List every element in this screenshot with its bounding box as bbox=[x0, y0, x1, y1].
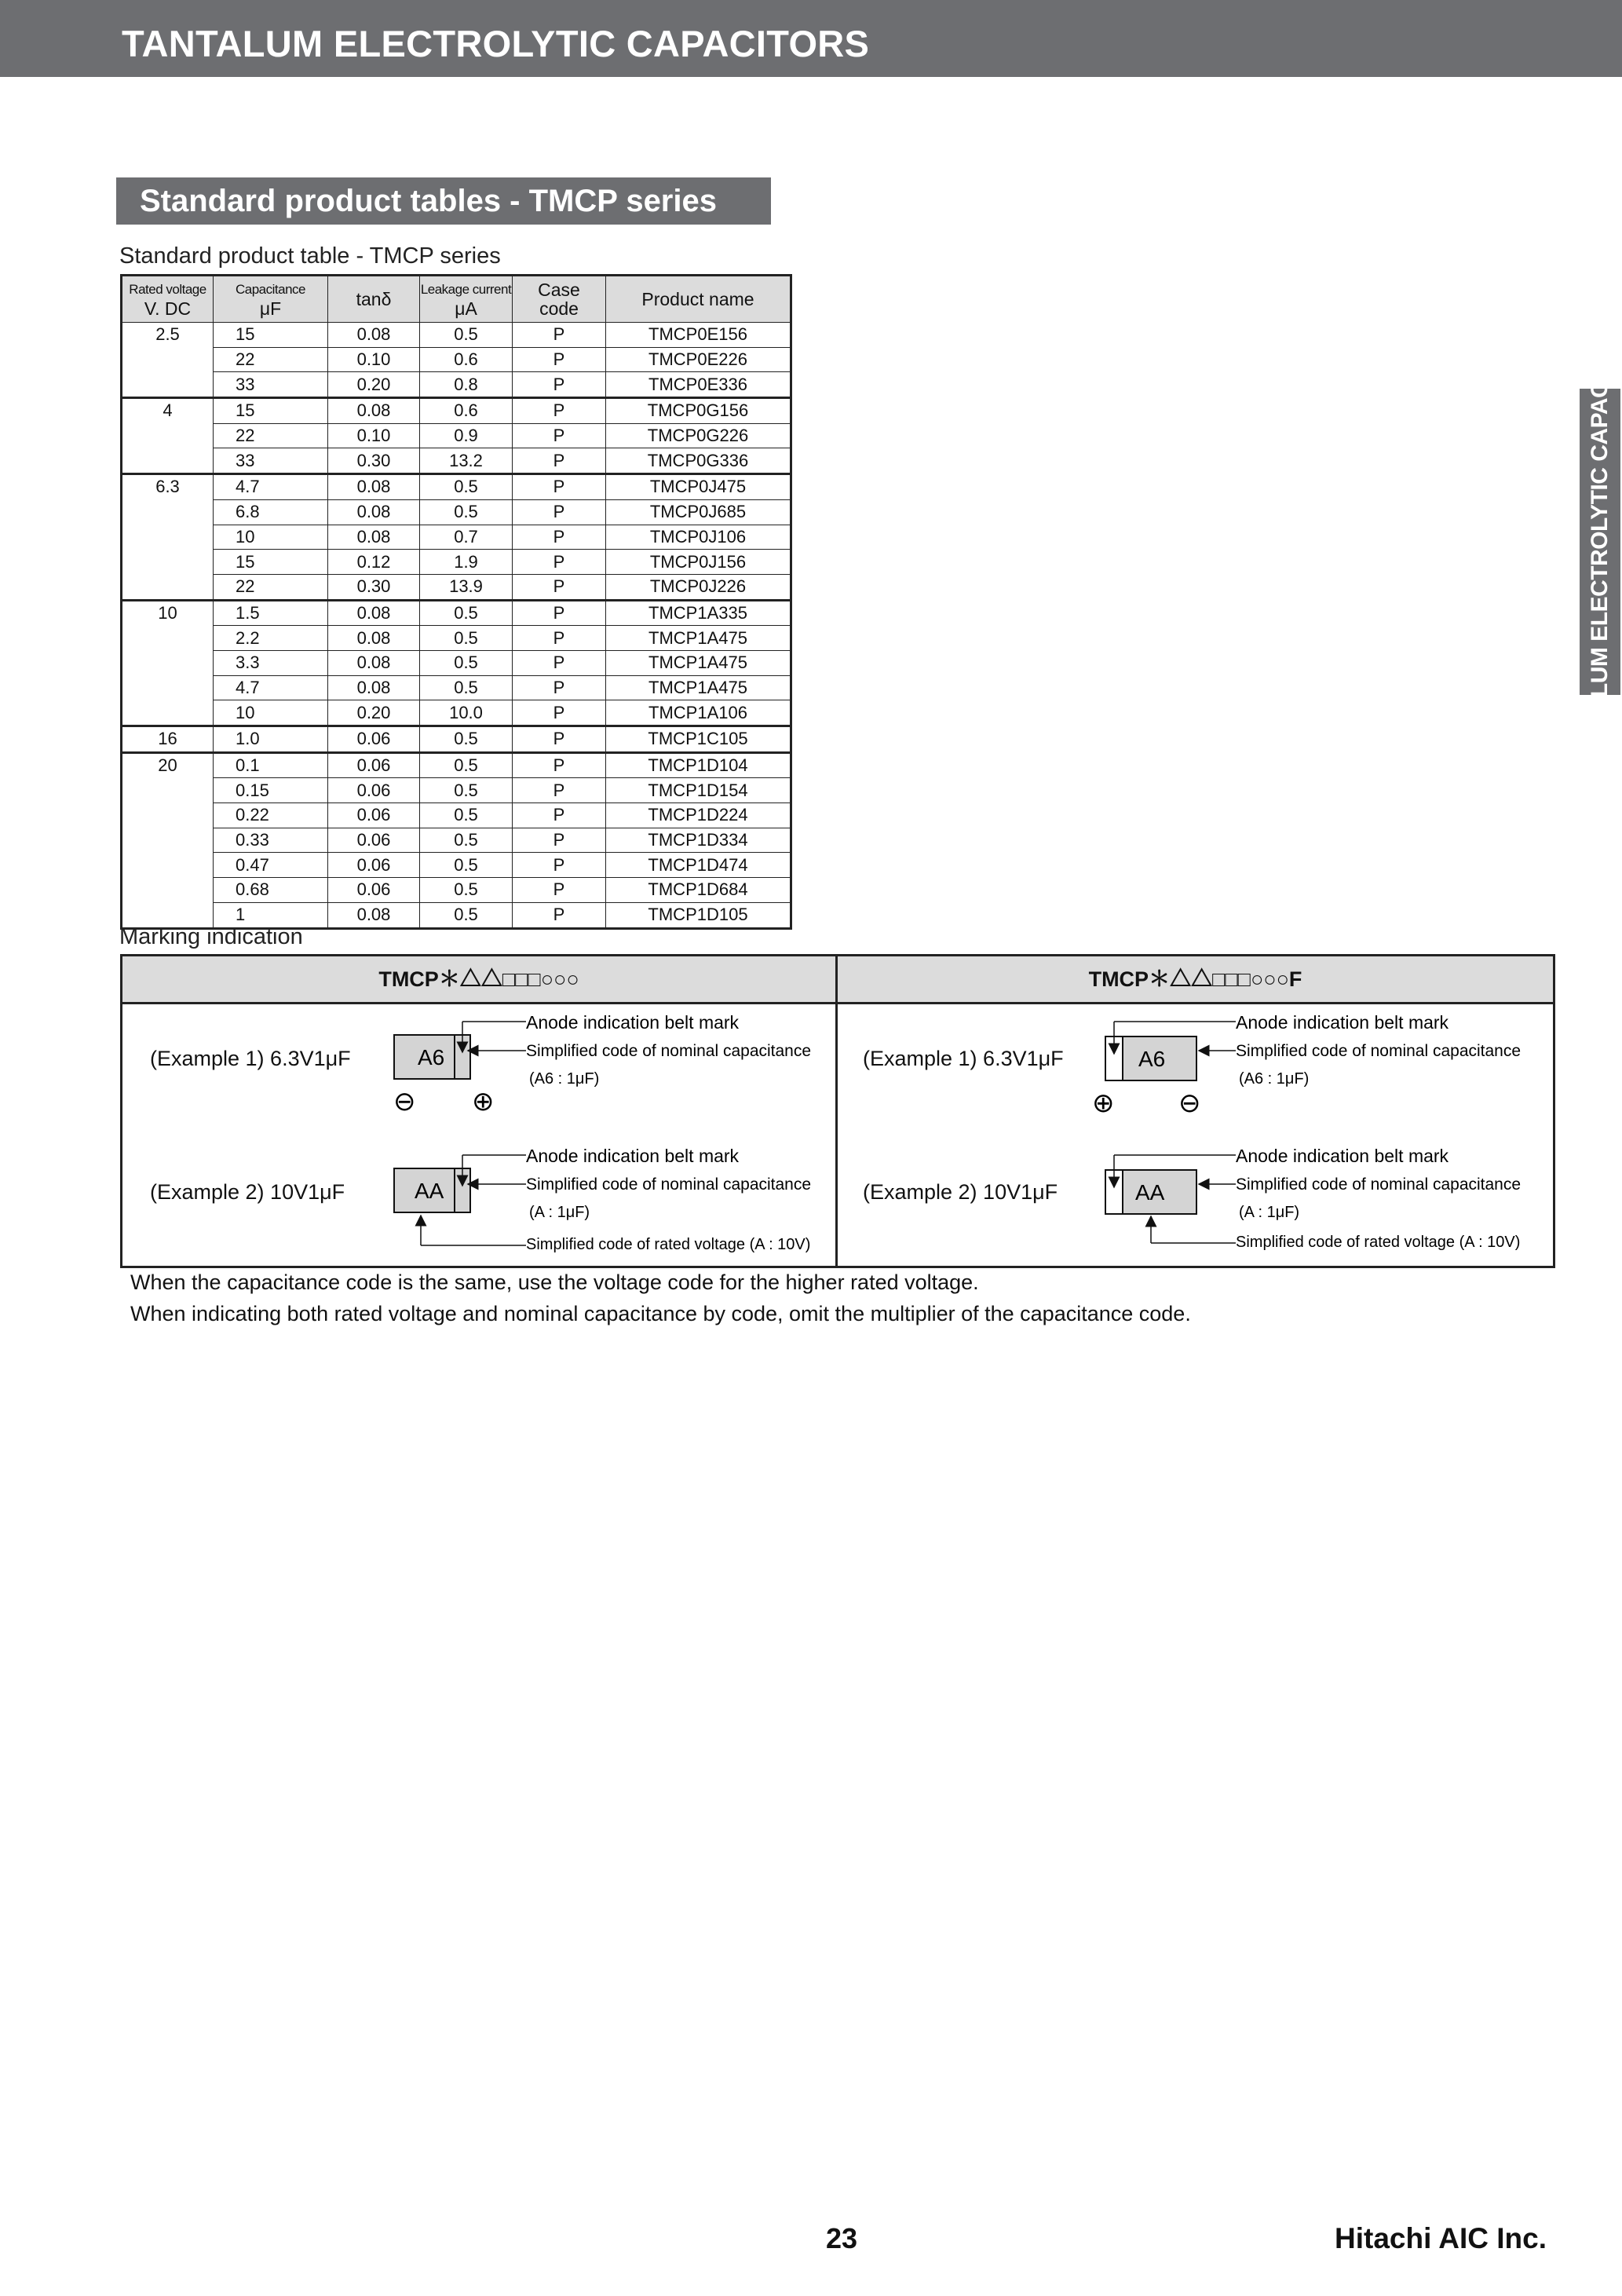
table-row bbox=[122, 828, 791, 853]
cell-leakage: 0.5 bbox=[420, 878, 513, 903]
cell-tan: 0.06 bbox=[328, 803, 420, 828]
cell-tan: 0.08 bbox=[328, 600, 420, 626]
plus-sign: ⊕ bbox=[472, 1087, 495, 1117]
anode-label: Anode indication belt mark bbox=[1236, 1146, 1449, 1166]
marking-caption: Marking indication bbox=[119, 924, 303, 949]
marking-header-right: TMCP＊△△□□□○○○F bbox=[838, 956, 1553, 1004]
side-tab-text: TANTALUM ELECTROLYTIC CAPACITORS bbox=[1587, 312, 1613, 772]
cell-leakage: 0.5 bbox=[420, 778, 513, 803]
cell-case: P bbox=[513, 902, 606, 928]
table-row bbox=[122, 323, 791, 348]
cell-tan: 0.08 bbox=[328, 675, 420, 700]
table-row bbox=[122, 675, 791, 700]
marking-box bbox=[120, 954, 1555, 1268]
cell-capacitance: 10 bbox=[214, 700, 328, 726]
product-table bbox=[120, 274, 792, 930]
cell-product: TMCP0J156 bbox=[606, 550, 791, 575]
table-row bbox=[122, 448, 791, 474]
cell-capacitance: 2.2 bbox=[214, 626, 328, 651]
cell-capacitance: 1.5 bbox=[214, 600, 328, 626]
table-row bbox=[122, 778, 791, 803]
page-number: 23 bbox=[826, 2222, 858, 2254]
company-name: Hitachi AIC Inc. bbox=[1335, 2222, 1547, 2254]
col-case: Case code bbox=[513, 276, 606, 323]
table-row bbox=[122, 574, 791, 600]
simplified-volt-label: Simplified code of rated voltage (A : 10V) bbox=[1236, 1234, 1521, 1251]
cell-capacitance: 0.15 bbox=[214, 778, 328, 803]
note-line-2: When indicating both rated voltage and nominal capacitance by code, omit the multiplier of the capacitance code. bbox=[130, 1302, 1191, 1325]
cell-leakage: 0.6 bbox=[420, 398, 513, 424]
cell-capacitance: 33 bbox=[214, 448, 328, 474]
cell-tan: 0.08 bbox=[328, 398, 420, 424]
cell-tan: 0.06 bbox=[328, 726, 420, 753]
table-row bbox=[122, 803, 791, 828]
cell-product: TMCP0J226 bbox=[606, 574, 791, 600]
cell-tan: 0.06 bbox=[328, 878, 420, 903]
side-tab bbox=[1580, 312, 1620, 772]
cell-capacitance: 0.33 bbox=[214, 828, 328, 853]
cell-case: P bbox=[513, 423, 606, 448]
col-tan: tanδ bbox=[328, 276, 420, 323]
section-title: Standard product tables - TMCP series bbox=[140, 184, 717, 218]
cell-tan: 0.20 bbox=[328, 700, 420, 726]
cell-product: TMCP0E226 bbox=[606, 347, 791, 372]
table-row bbox=[122, 650, 791, 675]
cell-tan: 0.08 bbox=[328, 902, 420, 928]
section-heading bbox=[116, 177, 771, 225]
header-title: TANTALUM ELECTROLYTIC CAPACITORS bbox=[122, 23, 870, 64]
table-row bbox=[122, 347, 791, 372]
cell-tan: 0.30 bbox=[328, 574, 420, 600]
code-a6-right: A6 bbox=[1138, 1047, 1166, 1071]
code-aa-left: AA bbox=[415, 1179, 444, 1203]
cell-capacitance: 4.7 bbox=[214, 675, 328, 700]
cell-product: TMCP1A475 bbox=[606, 675, 791, 700]
cell-case: P bbox=[513, 878, 606, 903]
cell-leakage: 0.5 bbox=[420, 650, 513, 675]
cell-capacitance: 15 bbox=[214, 323, 328, 348]
code-aa-right: AA bbox=[1135, 1180, 1165, 1205]
plus-sign: ⊕ bbox=[1092, 1088, 1115, 1118]
a-note: (A : 1μF) bbox=[529, 1204, 590, 1221]
cell-capacitance: 22 bbox=[214, 347, 328, 372]
cell-case: P bbox=[513, 499, 606, 525]
simplified-cap-label: Simplified code of nominal capacitance bbox=[1236, 1042, 1522, 1060]
cell-case: P bbox=[513, 372, 606, 398]
cell-case: P bbox=[513, 398, 606, 424]
table-row bbox=[122, 853, 791, 878]
table-row bbox=[122, 372, 791, 398]
cell-leakage: 1.9 bbox=[420, 550, 513, 575]
cell-capacitance: 3.3 bbox=[214, 650, 328, 675]
cell-voltage: 20 bbox=[122, 752, 214, 928]
table-header-row bbox=[122, 276, 791, 323]
cell-leakage: 0.5 bbox=[420, 752, 513, 778]
table-row bbox=[122, 474, 791, 500]
cell-leakage: 0.6 bbox=[420, 347, 513, 372]
anode-label: Anode indication belt mark bbox=[526, 1012, 740, 1033]
cell-tan: 0.06 bbox=[328, 778, 420, 803]
table-row bbox=[122, 752, 791, 778]
cell-case: P bbox=[513, 550, 606, 575]
cell-case: P bbox=[513, 600, 606, 626]
table-row bbox=[122, 499, 791, 525]
left-example-1-chip bbox=[393, 1012, 811, 1117]
cell-tan: 0.06 bbox=[328, 853, 420, 878]
code-a6-left: A6 bbox=[418, 1045, 445, 1069]
cell-capacitance: 6.8 bbox=[214, 499, 328, 525]
cell-product: TMCP0J106 bbox=[606, 525, 791, 550]
cell-leakage: 0.5 bbox=[420, 675, 513, 700]
table-caption: Standard product table - TMCP series bbox=[119, 243, 501, 269]
table-row bbox=[122, 626, 791, 651]
cell-leakage: 10.0 bbox=[420, 700, 513, 726]
cell-product: TMCP0G336 bbox=[606, 448, 791, 474]
cell-capacitance: 0.22 bbox=[214, 803, 328, 828]
simplified-cap-label: Simplified code of nominal capacitance bbox=[526, 1042, 812, 1060]
table-row bbox=[122, 700, 791, 726]
cell-case: P bbox=[513, 778, 606, 803]
cell-leakage: 0.5 bbox=[420, 853, 513, 878]
a6-note: (A6 : 1μF) bbox=[529, 1070, 600, 1088]
table-row bbox=[122, 550, 791, 575]
note-line-1: When the capacitance code is the same, use the voltage code for the higher rated voltage. bbox=[130, 1270, 979, 1294]
cell-leakage: 0.5 bbox=[420, 828, 513, 853]
cell-tan: 0.10 bbox=[328, 347, 420, 372]
cell-leakage: 0.5 bbox=[420, 626, 513, 651]
product-table-body bbox=[122, 323, 791, 929]
cell-leakage: 0.5 bbox=[420, 726, 513, 753]
marking-header-left: TMCP＊△△□□□○○○ bbox=[122, 956, 835, 1004]
cell-leakage: 0.5 bbox=[420, 474, 513, 500]
a-note: (A : 1μF) bbox=[1239, 1204, 1300, 1221]
cell-case: P bbox=[513, 675, 606, 700]
cell-product: TMCP1D105 bbox=[606, 902, 791, 928]
example-2-left: (Example 2) 10V1μF bbox=[150, 1180, 345, 1204]
table-row bbox=[122, 398, 791, 424]
cell-leakage: 0.9 bbox=[420, 423, 513, 448]
minus-sign: ⊖ bbox=[1178, 1088, 1201, 1118]
header-bar bbox=[0, 0, 1622, 77]
cell-capacitance: 33 bbox=[214, 372, 328, 398]
table-row bbox=[122, 600, 791, 626]
cell-capacitance: 1.0 bbox=[214, 726, 328, 753]
cell-voltage: 6.3 bbox=[122, 474, 214, 600]
cell-tan: 0.08 bbox=[328, 525, 420, 550]
cell-product: TMCP1C105 bbox=[606, 726, 791, 753]
cell-tan: 0.08 bbox=[328, 474, 420, 500]
cell-case: P bbox=[513, 853, 606, 878]
cell-capacitance: 4.7 bbox=[214, 474, 328, 500]
cell-voltage: 2.5 bbox=[122, 323, 214, 398]
cell-case: P bbox=[513, 347, 606, 372]
cell-voltage: 16 bbox=[122, 726, 214, 753]
cell-product: TMCP1A335 bbox=[606, 600, 791, 626]
cell-case: P bbox=[513, 525, 606, 550]
cell-leakage: 0.5 bbox=[420, 600, 513, 626]
cell-leakage: 0.5 bbox=[420, 902, 513, 928]
cell-capacitance: 22 bbox=[214, 423, 328, 448]
anode-label: Anode indication belt mark bbox=[1236, 1012, 1449, 1033]
cell-tan: 0.06 bbox=[328, 828, 420, 853]
example-1-left: (Example 1) 6.3V1μF bbox=[150, 1047, 351, 1070]
cell-product: TMCP0G226 bbox=[606, 423, 791, 448]
cell-capacitance: 0.47 bbox=[214, 853, 328, 878]
table-row bbox=[122, 423, 791, 448]
col-leakage: Leakage current μA bbox=[420, 276, 513, 323]
cell-case: P bbox=[513, 752, 606, 778]
cell-tan: 0.08 bbox=[328, 323, 420, 348]
cell-capacitance: 15 bbox=[214, 550, 328, 575]
col-product: Product name bbox=[606, 276, 791, 323]
cell-case: P bbox=[513, 323, 606, 348]
cell-tan: 0.30 bbox=[328, 448, 420, 474]
cell-tan: 0.08 bbox=[328, 650, 420, 675]
cell-tan: 0.10 bbox=[328, 423, 420, 448]
right-example-1-chip bbox=[1092, 1012, 1521, 1118]
cell-case: P bbox=[513, 474, 606, 500]
cell-tan: 0.08 bbox=[328, 626, 420, 651]
cell-leakage: 13.9 bbox=[420, 574, 513, 600]
anode-label: Anode indication belt mark bbox=[526, 1146, 740, 1166]
cell-product: TMCP1D684 bbox=[606, 878, 791, 903]
col-voltage: Rated voltage V. DC bbox=[122, 276, 214, 323]
simplified-cap-label: Simplified code of nominal capacitance bbox=[526, 1175, 812, 1194]
cell-product: TMCP1A106 bbox=[606, 700, 791, 726]
table-row bbox=[122, 726, 791, 753]
table-row bbox=[122, 878, 791, 903]
cell-capacitance: 1 bbox=[214, 902, 328, 928]
minus-sign: ⊖ bbox=[393, 1087, 416, 1117]
cell-product: TMCP1D334 bbox=[606, 828, 791, 853]
cell-leakage: 0.5 bbox=[420, 323, 513, 348]
cell-voltage: 4 bbox=[122, 398, 214, 474]
cell-voltage: 10 bbox=[122, 600, 214, 726]
simplified-volt-label: Simplified code of rated voltage (A : 10V) bbox=[526, 1236, 811, 1253]
cell-case: P bbox=[513, 448, 606, 474]
cell-product: TMCP0J685 bbox=[606, 499, 791, 525]
cell-capacitance: 22 bbox=[214, 574, 328, 600]
left-example-2-chip bbox=[394, 1146, 811, 1253]
cell-product: TMCP1D474 bbox=[606, 853, 791, 878]
cell-tan: 0.08 bbox=[328, 499, 420, 525]
cell-case: P bbox=[513, 803, 606, 828]
cell-product: TMCP0E336 bbox=[606, 372, 791, 398]
right-example-2-chip bbox=[1105, 1146, 1521, 1251]
cell-product: TMCP0E156 bbox=[606, 323, 791, 348]
cell-case: P bbox=[513, 828, 606, 853]
marking-diagrams bbox=[122, 956, 1553, 1266]
cell-leakage: 13.2 bbox=[420, 448, 513, 474]
example-2-right: (Example 2) 10V1μF bbox=[863, 1180, 1058, 1204]
cell-product: TMCP1D154 bbox=[606, 778, 791, 803]
cell-capacitance: 15 bbox=[214, 398, 328, 424]
cell-capacitance: 0.68 bbox=[214, 878, 328, 903]
cell-case: P bbox=[513, 574, 606, 600]
cell-product: TMCP1D104 bbox=[606, 752, 791, 778]
cell-case: P bbox=[513, 700, 606, 726]
cell-capacitance: 0.1 bbox=[214, 752, 328, 778]
simplified-cap-label: Simplified code of nominal capacitance bbox=[1236, 1175, 1522, 1194]
cell-leakage: 0.5 bbox=[420, 499, 513, 525]
example-1-right: (Example 1) 6.3V1μF bbox=[863, 1047, 1064, 1070]
cell-case: P bbox=[513, 626, 606, 651]
col-capacitance: Capacitance μF bbox=[214, 276, 328, 323]
cell-tan: 0.20 bbox=[328, 372, 420, 398]
cell-product: TMCP1D224 bbox=[606, 803, 791, 828]
cell-case: P bbox=[513, 726, 606, 753]
cell-tan: 0.12 bbox=[328, 550, 420, 575]
cell-product: TMCP0J475 bbox=[606, 474, 791, 500]
cell-tan: 0.06 bbox=[328, 752, 420, 778]
cell-leakage: 0.8 bbox=[420, 372, 513, 398]
cell-product: TMCP1A475 bbox=[606, 626, 791, 651]
a6-note: (A6 : 1μF) bbox=[1239, 1070, 1310, 1088]
cell-product: TMCP1A475 bbox=[606, 650, 791, 675]
cell-capacitance: 10 bbox=[214, 525, 328, 550]
cell-case: P bbox=[513, 650, 606, 675]
cell-leakage: 0.7 bbox=[420, 525, 513, 550]
cell-leakage: 0.5 bbox=[420, 803, 513, 828]
table-row bbox=[122, 525, 791, 550]
cell-product: TMCP0G156 bbox=[606, 398, 791, 424]
